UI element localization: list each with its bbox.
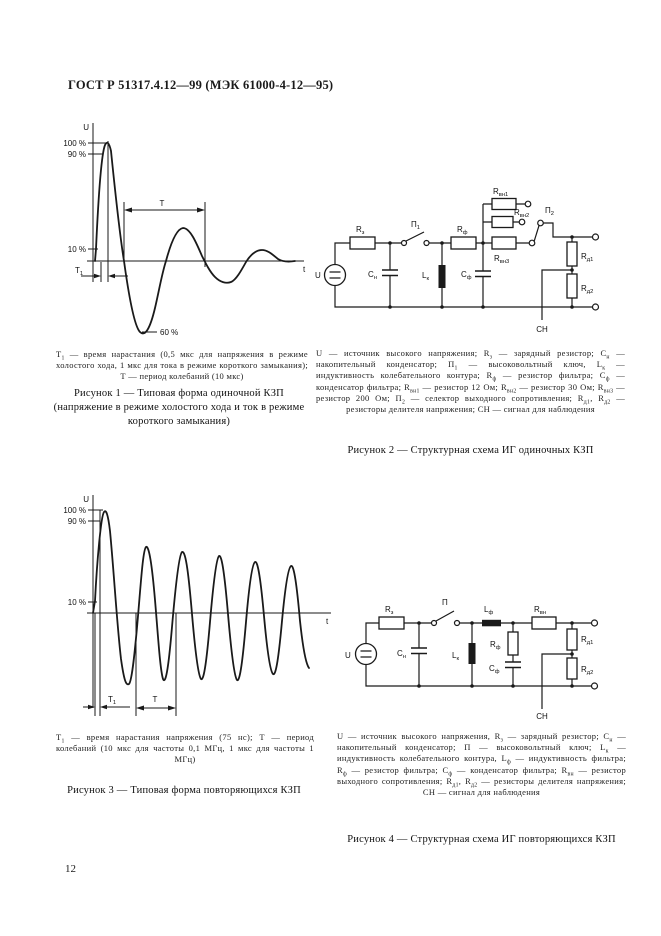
label-cf: $C_ф$ <box>489 664 500 676</box>
fig3-axes <box>83 495 331 708</box>
fig3-period-dimension <box>136 613 176 716</box>
circuit-wiring <box>366 623 592 709</box>
output-terminal-top <box>593 234 599 240</box>
tick-60: 60 % <box>160 328 179 337</box>
figure2-note: U — источник высокого напряжения; $R_з$ — зарядный резистор; $С_н$ — накопительный конденсатор; $П_1$ — высоковольтный ключ, $L_к$ — индуктивность колебательного контура; $R_ф$ — резистор фильтра; $С_ф$ — конденсатор фильтра; $R_{вн1}$ — резистор 12 Ом; $R_{вн2}$ — резистор 30 Ом; $R_{вн3}$ — резистор 200 Ом; $П_2$ — селектор выходного сопротивления; $R_{д1}$, $R_{д2}$ — резисторы делителя напряжения; СН — сигнал для наблюдения <box>316 348 626 415</box>
label-p1: $П_1$ <box>411 220 420 232</box>
inductor-lk <box>469 643 476 664</box>
tick-100: 100 % <box>63 506 86 515</box>
document-header: ГОСТ Р 51317.4.12—99 (МЭК 61000-4-12—95) <box>68 78 334 92</box>
t-axis-label: t <box>326 617 329 626</box>
tick-100: 100 % <box>63 139 86 148</box>
resistor-rvn2 <box>492 217 513 228</box>
capacitor-cf <box>475 271 491 277</box>
resistor-rd2 <box>567 658 577 679</box>
figure2-circuit-single-kzp <box>310 170 625 340</box>
label-rf: $R_ф$ <box>490 640 501 652</box>
junction-dots <box>388 235 574 309</box>
inductor-lk <box>439 265 446 288</box>
label-rvn1: $R_{вн1}$ <box>493 187 509 199</box>
capacitor-cn <box>382 270 398 276</box>
label-rvn2: $R_{вн2}$ <box>514 208 530 220</box>
resistor-rf <box>451 237 476 249</box>
label-rf: $R_ф$ <box>457 225 468 237</box>
label-u: U <box>345 651 351 660</box>
label-rd1: $R_{д1}$ <box>581 635 594 647</box>
repeating-oscillation-curve <box>93 511 309 684</box>
figure4-circuit-repeating-kzp <box>335 575 625 725</box>
figure2-caption: Рисунок 2 — Структурная схема ИГ одиночных КЗП <box>347 445 594 456</box>
resistor-rd1 <box>567 629 577 650</box>
label-rvn3: $R_{вн3}$ <box>494 254 510 266</box>
arrowheads <box>88 705 107 710</box>
output-terminal-bottom <box>592 683 598 689</box>
label-cn: $C_н$ <box>397 649 406 661</box>
capacitor-cn <box>411 648 427 654</box>
label-rd2: $R_{д2}$ <box>581 665 594 677</box>
resistor-rvn3 <box>492 237 516 249</box>
resistor-rf <box>508 632 518 655</box>
figure4-note: U — источник высокого напряжения, $R_з$ — зарядный резистор; $С_н$ — накопительный конденсатор; П — высоковольтный ключ; $L_к$ — индуктивность колебательного контура, $L_ф$ — индуктивность фильтра; $R_ф$ — резистор фильтра; $С_ф$ — конденсатор фильтра; $R_{вн}$ — резистор выходного сопротивления; $R_{д1}$, $R_{д2}$ — резисторы делителя напряжения; СН — сигнал для наблюдения <box>337 731 627 798</box>
dimension-boundaries <box>124 202 205 267</box>
tick-10: 10 % <box>67 598 86 607</box>
label-u: U <box>315 271 321 280</box>
label-rvn: $R_{вн}$ <box>534 605 547 617</box>
t-period-label: T <box>152 695 158 704</box>
page-number: 12 <box>65 863 76 875</box>
inductor-lf <box>482 620 501 627</box>
figure4-caption: Рисунок 4 — Структурная схема ИГ повторяющихся КЗП <box>347 834 616 845</box>
figure3-waveform-repeating-kzp <box>45 483 335 728</box>
label-sn: СН <box>536 712 548 721</box>
tick-10: 10 % <box>67 245 86 254</box>
label-lk: $L_к$ <box>452 651 459 663</box>
t1-label: $T_1$ <box>108 695 117 707</box>
selector-switch-p2 <box>519 201 543 246</box>
resistor-r3 <box>379 617 404 629</box>
figure1-caption: Рисунок 1 — Типовая форма одиночной КЗП (напряжение в режиме холостого хода и ток в режиме короткого замыкания) <box>53 388 305 427</box>
u-axis-label: U <box>83 123 89 132</box>
label-p2: $П_2$ <box>545 206 554 218</box>
resistor-rd1 <box>567 242 577 266</box>
figure1-waveform-single-kzp <box>45 115 315 347</box>
resistor-rvn <box>532 617 556 629</box>
figure3-caption: Рисунок 3 — Типовая форма повторяющихся КЗП <box>67 785 301 796</box>
t-period-label: T <box>159 199 165 208</box>
label-lf: $L_ф$ <box>484 605 494 617</box>
label-cn: $C_н$ <box>368 270 377 282</box>
label-cf: $C_ф$ <box>461 270 472 282</box>
tick-90: 90 % <box>67 150 86 159</box>
label-r3: $R_з$ <box>356 225 365 237</box>
tick-90: 90 % <box>67 517 86 526</box>
fig1-period-dimension <box>124 199 205 267</box>
output-terminal-top <box>592 620 598 626</box>
resistor-r3 <box>350 237 375 249</box>
label-rd1: $R_{д1}$ <box>581 252 594 264</box>
switch-p <box>432 611 460 626</box>
label-lk: $L_к$ <box>422 271 429 283</box>
t-axis-label: t <box>303 265 306 274</box>
damped-oscillation-curve <box>95 143 295 334</box>
resistor-rd2 <box>567 274 577 298</box>
u-axis-label: U <box>83 495 89 504</box>
resistor-rvn1 <box>492 199 516 210</box>
label-rd2: $R_{д2}$ <box>581 284 594 296</box>
voltage-source-u <box>325 265 346 286</box>
figure3-note: $T_1$ — время нарастания напряжения (75 нс); Т — период колебаний (10 мкс для частоты 0,1 МГц, 1 мкс для частоты 1 МГц) <box>56 732 314 765</box>
figure1-note: $T_1$ — время нарастания (0,5 мкс для напряжения в режиме холостого хода, 1 мкс для тока в режиме короткого замыкания); Т — период колебаний (10 мкс) <box>56 349 308 382</box>
capacitor-cf <box>505 662 521 668</box>
output-terminal-bottom <box>593 304 599 310</box>
arrowheads <box>94 274 115 279</box>
label-sn: СН <box>536 325 548 334</box>
t1-label: $T_1$ <box>75 266 84 278</box>
label-r3: $R_з$ <box>385 605 394 617</box>
switch-p1 <box>402 232 430 246</box>
label-p: П <box>442 598 448 607</box>
voltage-source-u <box>356 644 377 665</box>
circuit-wiring <box>335 204 593 320</box>
